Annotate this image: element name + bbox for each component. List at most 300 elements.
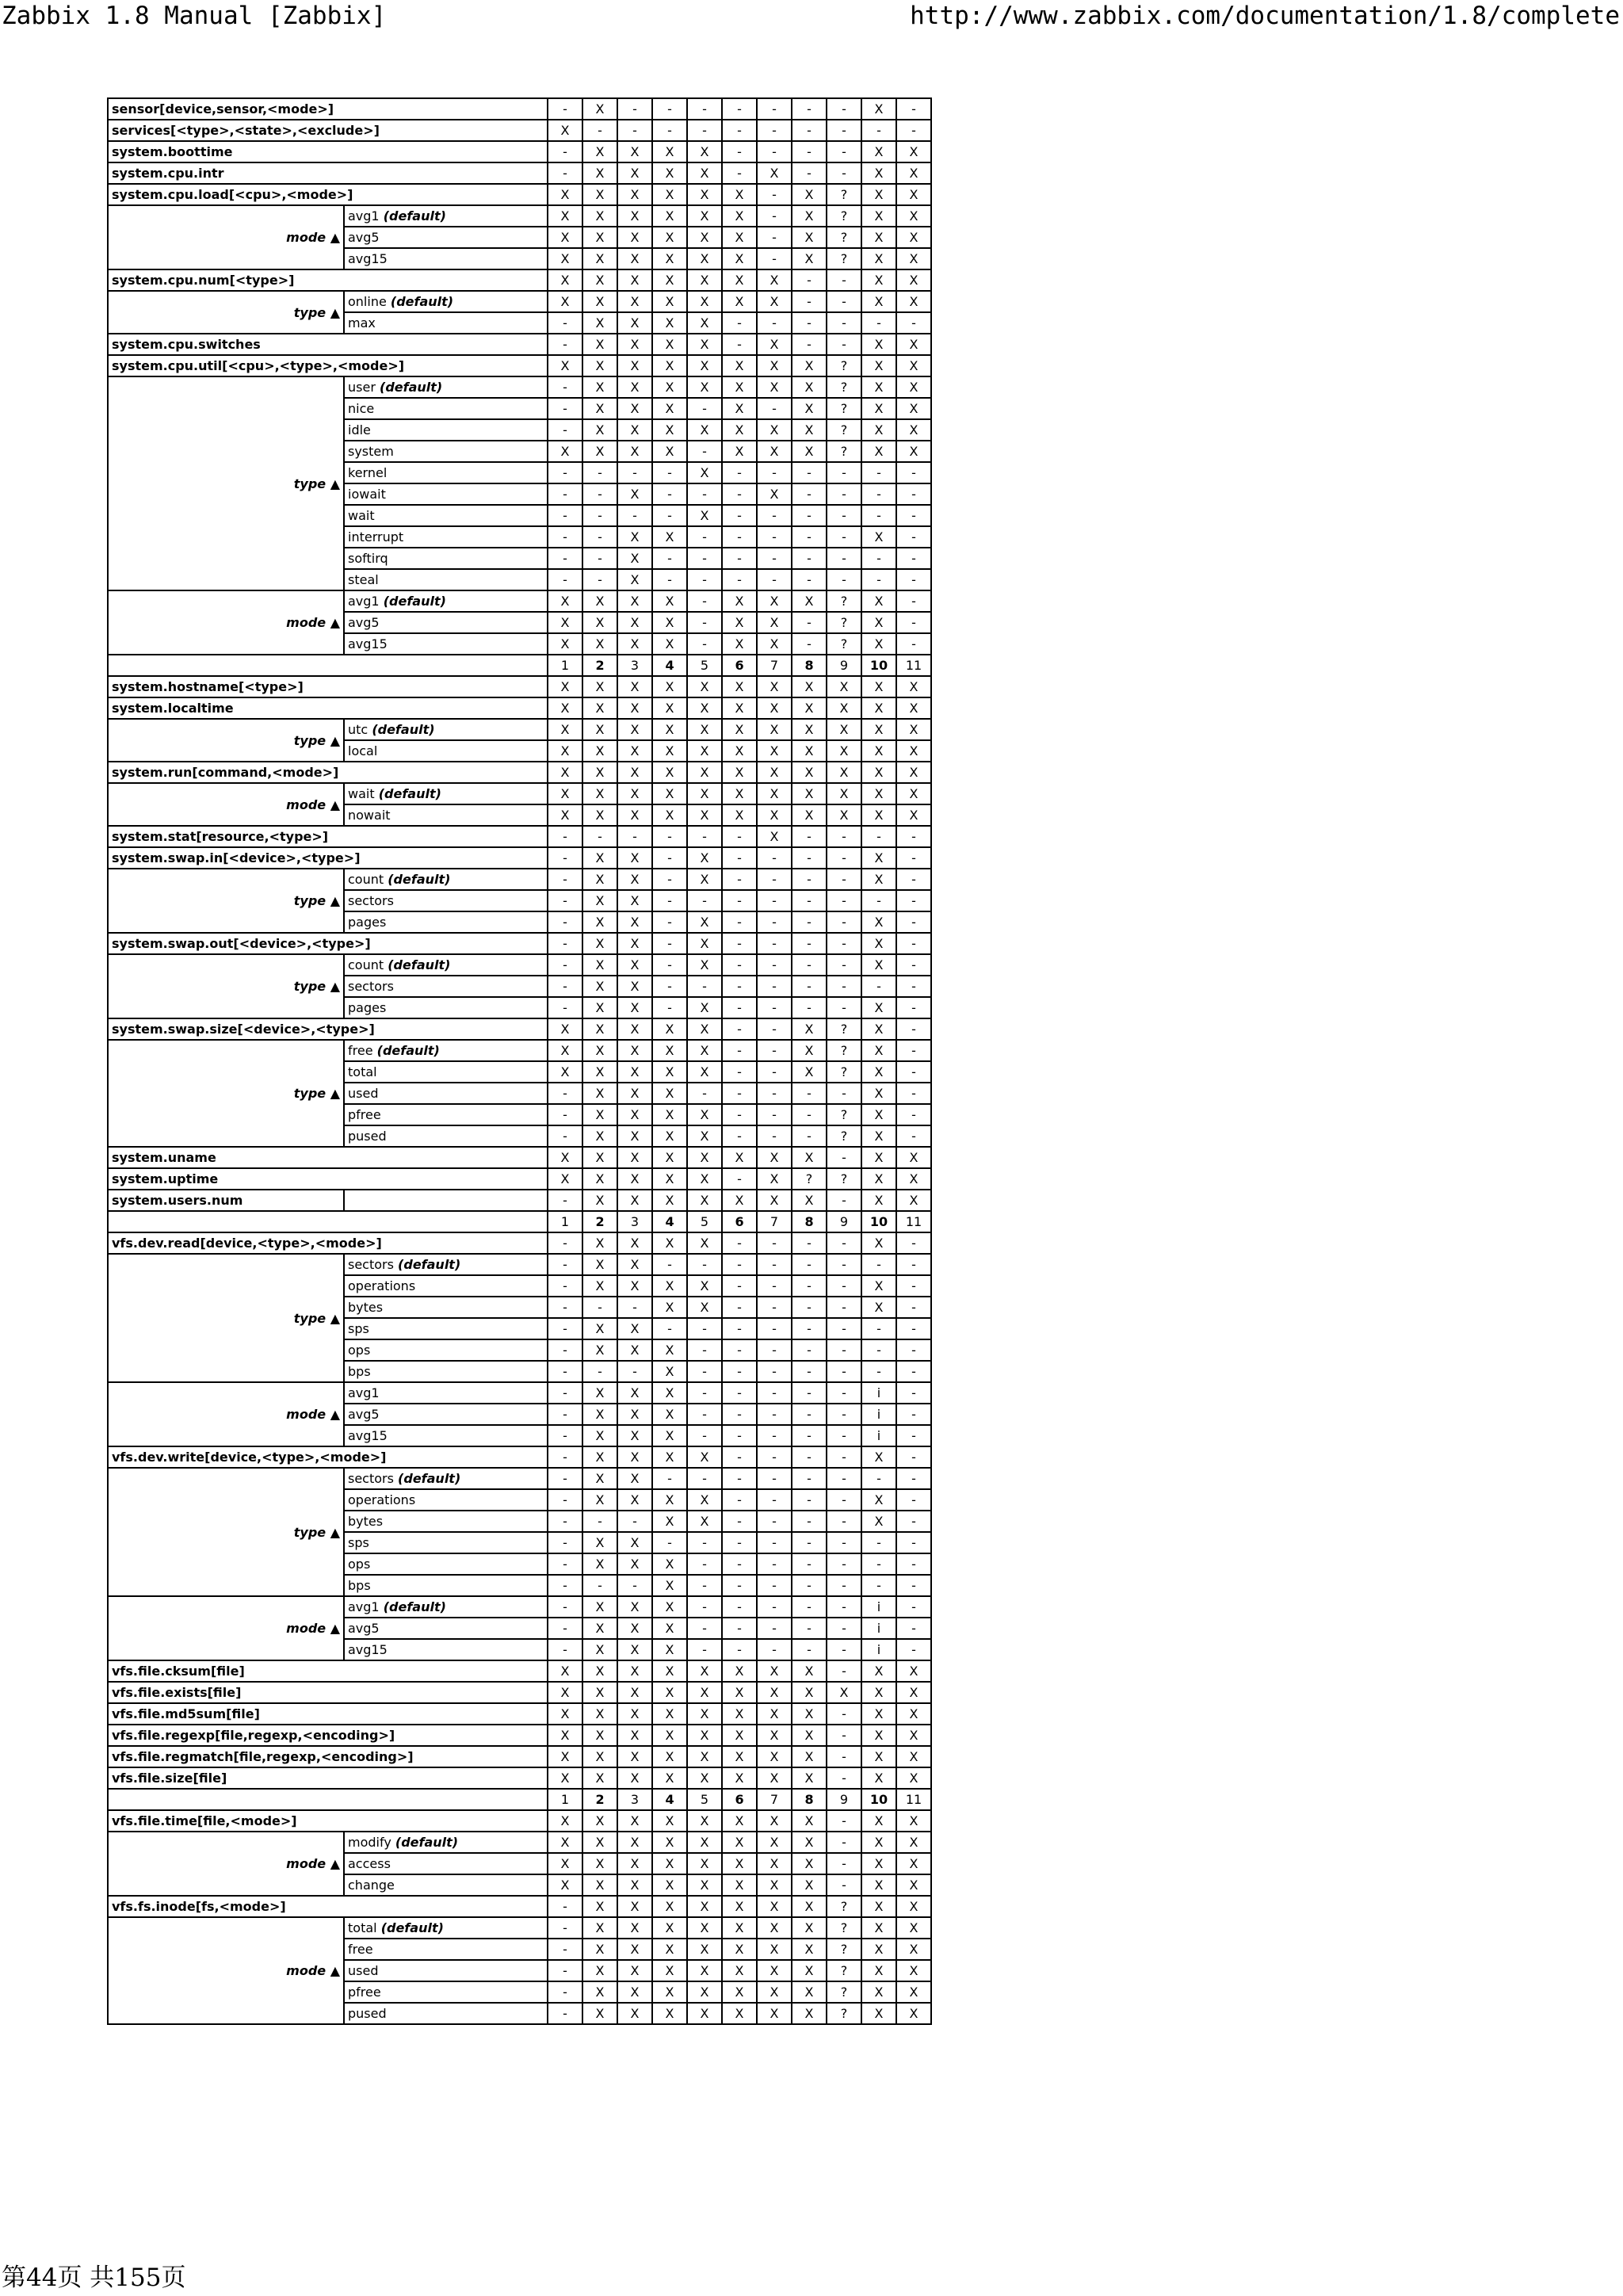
support-cell: X (687, 1917, 722, 1939)
support-cell: X (652, 719, 687, 740)
support-cell: - (582, 548, 617, 569)
param-value (344, 740, 548, 762)
support-cell: X (548, 1746, 582, 1767)
document-title: Zabbix 1.8 Manual [Zabbix] (2, 2, 387, 30)
support-cell: - (757, 1040, 792, 1061)
column-number: 11 (896, 655, 931, 676)
support-cell: X (617, 1874, 652, 1896)
support-cell: - (548, 1575, 582, 1596)
item-row (108, 1682, 931, 1703)
support-cell: - (757, 312, 792, 334)
support-cell: X (722, 1981, 757, 2003)
support-cell: - (687, 1575, 722, 1596)
support-cell: X (582, 1939, 617, 1960)
support-cell: X (582, 1853, 617, 1874)
support-cell: - (548, 1639, 582, 1660)
support-cell: X (617, 1682, 652, 1703)
support-cell: - (792, 1425, 827, 1446)
support-cell: ? (827, 1960, 861, 1981)
support-cell: - (792, 291, 827, 312)
support-cell: - (687, 1339, 722, 1361)
support-cell: X (582, 1703, 617, 1725)
support-cell: X (548, 762, 582, 783)
support-cell: X (582, 1382, 617, 1404)
support-cell: X (861, 1682, 896, 1703)
support-cell: X (617, 1832, 652, 1853)
support-cell: - (757, 1468, 792, 1489)
support-cell: X (652, 141, 687, 162)
support-cell: - (827, 1361, 861, 1382)
item-key: system.uptime (108, 1168, 548, 1190)
support-cell: X (617, 1339, 652, 1361)
support-cell: X (722, 633, 757, 655)
support-cell: X (652, 804, 687, 826)
support-cell: - (548, 1254, 582, 1275)
support-cell: - (582, 526, 617, 548)
support-cell: ? (827, 1168, 861, 1190)
support-cell: X (582, 697, 617, 719)
support-cell: X (896, 291, 931, 312)
support-cell: - (827, 1511, 861, 1532)
support-cell: X (861, 1147, 896, 1168)
support-cell: - (861, 483, 896, 505)
support-cell: X (687, 462, 722, 483)
param-value (344, 248, 548, 269)
item-row (108, 847, 931, 869)
support-cell: X (582, 1917, 617, 1939)
param-value (344, 1275, 548, 1297)
support-cell: X (617, 1040, 652, 1061)
support-cell: i (861, 1425, 896, 1446)
support-cell: X (792, 1018, 827, 1040)
support-cell: - (722, 1575, 757, 1596)
param-value (344, 976, 548, 997)
param-value (344, 911, 548, 933)
support-cell: X (582, 162, 617, 184)
support-cell: - (757, 1618, 792, 1639)
support-cell: - (827, 1832, 861, 1853)
support-cell: X (617, 590, 652, 612)
support-cell: - (827, 505, 861, 526)
param-value-text: count (348, 957, 384, 972)
support-cell: - (896, 1532, 931, 1553)
support-cell: X (652, 184, 687, 205)
item-row (108, 98, 931, 120)
support-cell: X (757, 291, 792, 312)
support-cell: X (582, 1018, 617, 1040)
support-cell: - (652, 1254, 687, 1275)
support-cell: - (548, 1083, 582, 1104)
column-number: 11 (896, 1789, 931, 1810)
param-value (344, 1596, 548, 1618)
support-cell: X (722, 1874, 757, 1896)
support-cell: X (792, 1190, 827, 1211)
support-cell: - (722, 847, 757, 869)
item-row (108, 184, 931, 205)
support-cell: - (722, 334, 757, 355)
support-cell: - (896, 462, 931, 483)
support-cell: X (652, 1339, 687, 1361)
support-cell: X (896, 1190, 931, 1211)
support-cell: - (827, 569, 861, 590)
support-cell: X (722, 376, 757, 398)
column-number: 3 (617, 655, 652, 676)
support-cell: X (896, 227, 931, 248)
support-cell: - (757, 954, 792, 976)
support-cell: X (582, 590, 617, 612)
support-cell: X (792, 676, 827, 697)
default-marker: (default) (398, 1471, 461, 1486)
support-cell: X (896, 1168, 931, 1190)
support-cell: X (687, 719, 722, 740)
support-cell: X (617, 1939, 652, 1960)
support-cell: X (722, 783, 757, 804)
support-cell: X (861, 526, 896, 548)
param-value-text: avg5 (348, 615, 380, 630)
support-cell: - (827, 1618, 861, 1639)
support-cell: X (617, 1703, 652, 1725)
support-cell: X (792, 2003, 827, 2024)
support-cell: - (548, 1318, 582, 1339)
support-cell: X (582, 804, 617, 826)
support-cell: X (617, 1446, 652, 1468)
support-cell: X (861, 1018, 896, 1040)
support-cell: X (652, 398, 687, 419)
support-cell: - (757, 1511, 792, 1532)
support-cell: - (757, 398, 792, 419)
param-value-text: avg1 (348, 594, 380, 609)
support-cell: X (861, 1511, 896, 1532)
item-key: vfs.file.cksum[file] (108, 1660, 548, 1682)
param-value (344, 1083, 548, 1104)
support-cell: ? (827, 1896, 861, 1917)
support-cell: - (687, 1618, 722, 1639)
support-cell: - (757, 1425, 792, 1446)
support-cell: - (896, 1404, 931, 1425)
support-cell: X (617, 1639, 652, 1660)
support-cell: X (582, 1489, 617, 1511)
param-value (344, 869, 548, 890)
support-cell: - (757, 98, 792, 120)
column-number: 11 (896, 1211, 931, 1232)
support-cell: - (827, 954, 861, 976)
support-cell: X (722, 1190, 757, 1211)
support-cell: X (617, 1917, 652, 1939)
support-cell: X (792, 1874, 827, 1896)
support-cell: X (722, 1725, 757, 1746)
param-value (344, 1939, 548, 1960)
support-cell: - (582, 505, 617, 526)
param-value (344, 1425, 548, 1446)
support-cell: X (652, 1725, 687, 1746)
support-cell: X (861, 1896, 896, 1917)
support-cell: X (652, 1404, 687, 1425)
support-cell: X (896, 162, 931, 184)
support-cell: X (652, 227, 687, 248)
support-cell: - (687, 1468, 722, 1489)
support-cell: X (548, 1018, 582, 1040)
support-cell: - (827, 1446, 861, 1468)
support-cell: - (792, 526, 827, 548)
support-cell: - (792, 1275, 827, 1297)
support-cell: X (861, 205, 896, 227)
support-cell: X (652, 1853, 687, 1874)
support-cell: - (757, 1575, 792, 1596)
support-cell: X (582, 441, 617, 462)
support-cell: X (582, 1446, 617, 1468)
support-cell: - (722, 1104, 757, 1125)
support-cell: - (757, 1446, 792, 1468)
support-cell: X (792, 398, 827, 419)
support-cell: - (827, 1874, 861, 1896)
support-cell: ? (827, 1061, 861, 1083)
item-row (108, 933, 931, 954)
support-cell: - (792, 976, 827, 997)
param-value-text: avg1 (348, 1599, 380, 1614)
support-cell: X (757, 783, 792, 804)
support-cell: X (652, 1361, 687, 1382)
support-cell: - (792, 1446, 827, 1468)
document-url[interactable]: http://www.zabbix.com/documentation/1.8/complete (910, 2, 1620, 30)
support-cell: X (722, 1939, 757, 1960)
param-value-text: access (348, 1856, 391, 1871)
support-cell: - (652, 890, 687, 911)
item-row (108, 1018, 931, 1040)
support-cell: - (827, 1297, 861, 1318)
empty-cell (344, 1190, 548, 1211)
support-cell: - (757, 911, 792, 933)
support-cell: X (652, 1960, 687, 1981)
support-cell: X (861, 334, 896, 355)
support-cell: - (827, 1746, 861, 1767)
support-cell: ? (827, 1981, 861, 2003)
support-cell: - (792, 483, 827, 505)
item-row (108, 355, 931, 376)
support-cell: X (792, 1810, 827, 1832)
support-cell: X (617, 740, 652, 762)
support-cell: X (548, 1832, 582, 1853)
support-cell: - (652, 847, 687, 869)
support-cell: - (722, 1446, 757, 1468)
support-cell: X (896, 1896, 931, 1917)
support-cell: X (652, 1767, 687, 1789)
param-value (344, 1639, 548, 1660)
support-cell: - (896, 612, 931, 633)
support-cell: X (861, 719, 896, 740)
support-cell: - (722, 1018, 757, 1040)
support-cell: X (652, 291, 687, 312)
support-cell: - (757, 1297, 792, 1318)
param-value (344, 590, 548, 612)
param-value (344, 1618, 548, 1639)
support-cell: - (757, 847, 792, 869)
param-value (344, 483, 548, 505)
support-cell: - (722, 1553, 757, 1575)
support-cell: X (722, 762, 757, 783)
support-cell: X (722, 1767, 757, 1789)
item-key: vfs.file.size[file] (108, 1767, 548, 1789)
support-cell: X (722, 740, 757, 762)
support-cell: - (827, 1575, 861, 1596)
support-cell: - (792, 1318, 827, 1339)
support-cell: X (896, 783, 931, 804)
support-cell: X (582, 1083, 617, 1104)
support-cell: X (582, 997, 617, 1018)
item-row (108, 1147, 931, 1168)
support-cell: X (687, 933, 722, 954)
support-cell: - (652, 911, 687, 933)
support-cell: X (582, 248, 617, 269)
item-row (108, 676, 931, 697)
support-cell: - (827, 98, 861, 120)
support-cell: X (896, 2003, 931, 2024)
support-cell: X (652, 1639, 687, 1660)
param-value (344, 1553, 548, 1575)
support-cell: - (548, 569, 582, 590)
support-cell: - (861, 505, 896, 526)
support-cell: - (548, 376, 582, 398)
support-cell: X (757, 1853, 792, 1874)
support-cell: - (792, 548, 827, 569)
support-cell: X (896, 1725, 931, 1746)
support-cell: X (861, 1874, 896, 1896)
support-cell: X (548, 291, 582, 312)
support-cell: X (652, 1232, 687, 1254)
support-cell: - (792, 1532, 827, 1553)
item-key: system.uname (108, 1147, 548, 1168)
item-row (108, 162, 931, 184)
support-cell: X (722, 184, 757, 205)
support-cell: - (896, 976, 931, 997)
support-cell: X (757, 441, 792, 462)
support-cell: - (896, 954, 931, 976)
support-cell: ? (827, 227, 861, 248)
support-cell: X (687, 205, 722, 227)
column-number: 9 (827, 655, 861, 676)
support-cell: X (582, 1553, 617, 1575)
support-cell: - (896, 1446, 931, 1468)
support-cell: - (548, 1190, 582, 1211)
support-cell: X (861, 1767, 896, 1789)
param-value-text: bytes (348, 1300, 384, 1315)
support-cell: - (722, 1297, 757, 1318)
support-cell: - (896, 890, 931, 911)
support-cell: X (792, 1767, 827, 1789)
support-cell: X (617, 1596, 652, 1618)
support-cell: X (652, 1575, 687, 1596)
item-row (108, 120, 931, 141)
column-number: 1 (548, 655, 582, 676)
support-cell: - (687, 441, 722, 462)
support-cell: X (617, 1104, 652, 1125)
support-cell: X (582, 419, 617, 441)
support-cell: - (827, 1318, 861, 1339)
support-cell: - (757, 976, 792, 997)
support-cell: - (757, 1339, 792, 1361)
support-cell: - (861, 312, 896, 334)
support-cell: X (652, 1660, 687, 1682)
support-cell: X (582, 1404, 617, 1425)
support-cell: - (548, 1489, 582, 1511)
support-cell: - (687, 569, 722, 590)
support-cell: - (792, 1639, 827, 1660)
support-cell: X (617, 1960, 652, 1981)
support-cell: X (687, 1810, 722, 1832)
support-cell: - (582, 1575, 617, 1596)
support-cell: - (548, 1125, 582, 1147)
support-cell: X (827, 740, 861, 762)
support-cell: X (792, 376, 827, 398)
support-cell: X (687, 1190, 722, 1211)
support-cell: X (687, 804, 722, 826)
support-cell: - (896, 1596, 931, 1618)
support-cell: - (896, 1468, 931, 1489)
support-cell: X (617, 1275, 652, 1297)
support-cell: - (757, 1254, 792, 1275)
support-cell: X (548, 1767, 582, 1789)
support-cell: X (652, 1040, 687, 1061)
support-cell: - (617, 120, 652, 141)
support-cell: - (617, 505, 652, 526)
support-cell: X (582, 1468, 617, 1489)
support-cell: X (792, 719, 827, 740)
support-cell: X (722, 441, 757, 462)
support-cell: X (687, 783, 722, 804)
support-cell: X (861, 997, 896, 1018)
param-value (344, 633, 548, 655)
param-value-text: pused (348, 2006, 387, 2021)
support-cell: X (722, 205, 757, 227)
support-cell: X (617, 1767, 652, 1789)
support-cell: - (548, 334, 582, 355)
support-cell: - (896, 1104, 931, 1125)
support-cell: X (652, 1061, 687, 1083)
support-cell: - (827, 526, 861, 548)
support-cell: X (548, 1874, 582, 1896)
support-cell: X (617, 997, 652, 1018)
support-cell: X (652, 1125, 687, 1147)
support-cell: X (792, 355, 827, 376)
support-cell: - (792, 1232, 827, 1254)
support-cell: - (548, 1553, 582, 1575)
support-cell: X (757, 762, 792, 783)
support-cell: - (827, 1553, 861, 1575)
support-cell: - (757, 141, 792, 162)
default-marker: (default) (380, 380, 443, 395)
support-cell: X (757, 1746, 792, 1767)
support-cell: X (722, 719, 757, 740)
support-cell: X (582, 933, 617, 954)
support-cell: - (827, 1596, 861, 1618)
param-value-text: system (348, 444, 394, 459)
support-cell: - (548, 1275, 582, 1297)
param-value-text: sectors (348, 893, 394, 908)
support-cell: X (652, 1382, 687, 1404)
support-cell: X (861, 1660, 896, 1682)
support-cell: - (687, 398, 722, 419)
support-cell: X (827, 676, 861, 697)
support-cell: - (652, 462, 687, 483)
column-number: 10 (861, 1789, 896, 1810)
support-cell: X (582, 398, 617, 419)
param-value-text: sectors (348, 1257, 394, 1272)
support-cell: - (896, 1511, 931, 1532)
support-cell: ? (827, 205, 861, 227)
support-cell: - (548, 505, 582, 526)
support-cell: ? (827, 441, 861, 462)
item-key: vfs.file.regexp[file,regexp,<encoding>] (108, 1725, 548, 1746)
support-cell: - (896, 1489, 931, 1511)
